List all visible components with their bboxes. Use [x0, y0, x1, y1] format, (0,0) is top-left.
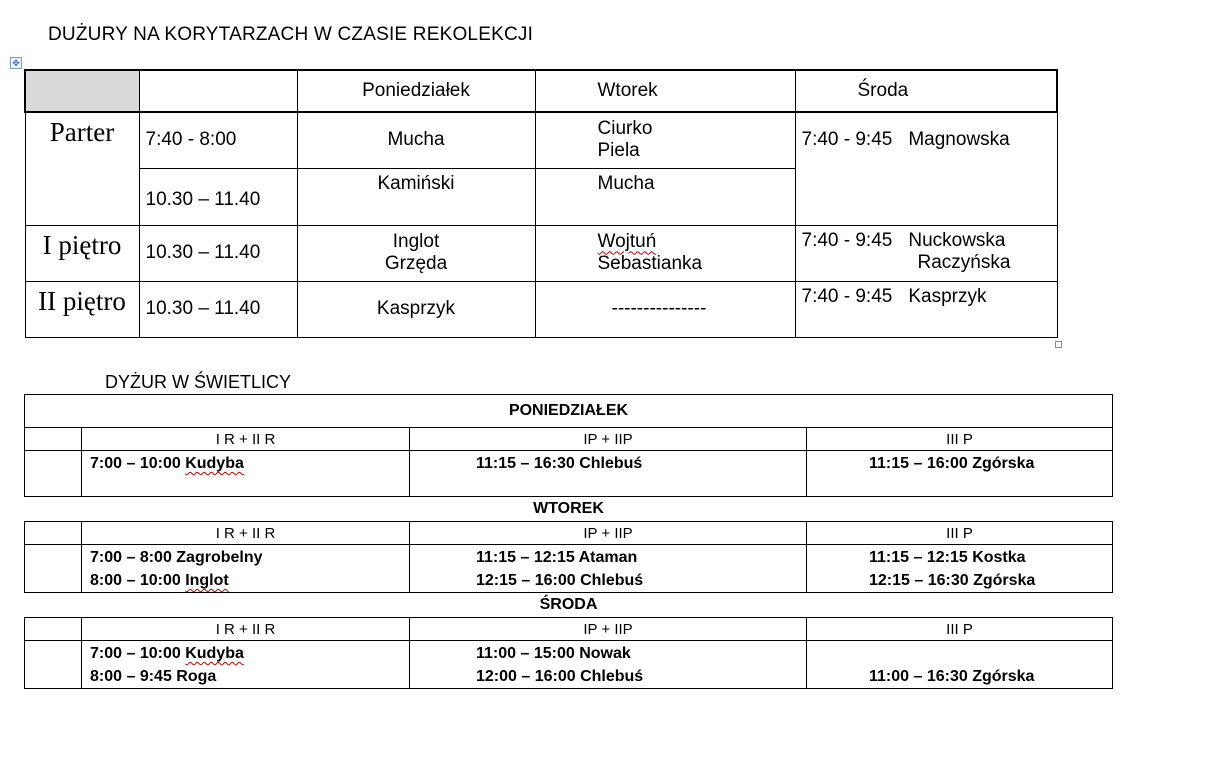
tue-name: Piela	[597, 140, 640, 162]
mon-cell: Kasprzyk	[297, 281, 535, 337]
duty-time: 11:15 – 16:30	[476, 455, 580, 472]
mon-name: Inglot	[392, 231, 440, 253]
duty-name: Roga	[176, 668, 217, 685]
empty-cell	[25, 522, 82, 545]
duty-cell	[82, 641, 410, 689]
table-row	[25, 618, 1113, 641]
duty-time: 7:00 – 10:00	[90, 645, 186, 662]
duty-name: Chlebuś	[579, 455, 643, 472]
duty-time: 8:00 – 9:45	[90, 668, 177, 685]
wed-name: Nuckowska	[908, 229, 1006, 251]
duty-time: 11:00 – 15:00	[476, 645, 580, 662]
duty-time: 11:00 – 16:30	[869, 668, 973, 685]
duty-cell	[807, 545, 1113, 593]
duty-name: Inglot	[185, 572, 229, 589]
duty-time: 7:00 – 8:00	[90, 549, 177, 566]
duty-cell	[807, 451, 1113, 497]
duty-cell	[410, 545, 807, 593]
time-cell: 10.30 – 11.40	[139, 225, 297, 281]
mon-cell: Mucha	[297, 112, 535, 168]
wed-cell	[795, 112, 1057, 225]
wed-cell	[795, 225, 1057, 281]
table-row	[25, 225, 1057, 281]
table-row	[25, 497, 1113, 522]
page-title: DUŻURY NA KORYTARZACH W CZASIE REKOLEKCJI	[48, 24, 534, 45]
empty-cell	[25, 428, 82, 451]
empty-cell	[25, 618, 82, 641]
floor-label: Parter	[25, 112, 139, 225]
tue-cell	[535, 112, 795, 168]
table-row	[25, 451, 1113, 497]
table-row	[25, 545, 1113, 593]
mon-cell: Kamiński	[297, 168, 535, 225]
duty-cell	[82, 545, 410, 593]
tue-name: Mucha	[597, 172, 655, 194]
resize-handle-icon[interactable]	[1055, 341, 1062, 348]
duty-name: Zgórska	[973, 572, 1036, 589]
group-label: IP + IIP	[410, 618, 807, 641]
duty-name: Kudyba	[185, 645, 244, 662]
duty-time: 12:15 – 16:30	[869, 572, 974, 589]
duty-time: 11:15 – 12:15	[869, 549, 973, 566]
duty-time: 8:00 – 10:00	[90, 572, 186, 589]
group-label: IP + IIP	[410, 428, 807, 451]
empty-cell	[25, 641, 82, 689]
section-title: DYŻUR W ŚWIETLICY	[105, 372, 292, 392]
time-cell: 10.30 – 11.40	[139, 281, 297, 337]
tue-cell: ---------------	[535, 281, 795, 337]
table-row	[25, 395, 1113, 428]
duty-time: 12:00 – 16:00	[476, 668, 581, 685]
table-row	[25, 112, 1057, 168]
day-heading: PONIEDZIAŁEK	[25, 395, 1113, 428]
wed-cell	[795, 281, 1057, 337]
duty-time: 11:15 – 16:00	[869, 455, 973, 472]
duty-cell	[410, 641, 807, 689]
tue-name: Sebastianka	[597, 253, 703, 275]
wed-name: Kasprzyk	[908, 285, 987, 307]
time-cell: 7:40 - 8:00	[139, 112, 297, 168]
duty-cell	[410, 451, 807, 497]
duty-name: Ataman	[578, 549, 638, 566]
empty-cell	[25, 545, 82, 593]
wed-time: 7:40 - 9:45	[801, 229, 893, 251]
group-label: III P	[807, 428, 1113, 451]
duty-name: Chlebuś	[580, 668, 644, 685]
group-label: I R + II R	[82, 618, 410, 641]
mon-name: Grzęda	[384, 253, 448, 275]
group-label: III P	[807, 618, 1113, 641]
header-corner-cell	[25, 70, 139, 112]
header-day-wed: Środa	[795, 70, 1057, 112]
tue-cell	[535, 225, 795, 281]
duty-name: Chlebuś	[580, 572, 644, 589]
table-header-row	[25, 70, 1057, 112]
move-handle-icon[interactable]: ✥	[10, 57, 22, 69]
duty-name: Zagrobelny	[176, 549, 263, 566]
wed-name: Magnowska	[908, 129, 1010, 151]
empty-cell	[25, 451, 82, 497]
floor-label: I piętro	[25, 225, 139, 281]
table-row	[25, 522, 1113, 545]
tue-cell	[535, 168, 795, 225]
duty-name: Kudyba	[185, 455, 244, 472]
table-row	[25, 641, 1113, 689]
duty-name: Kostka	[972, 549, 1026, 566]
time-cell: 10.30 – 11.40	[139, 168, 297, 225]
day-heading: ŚRODA	[25, 593, 1113, 618]
duty-cell	[82, 451, 410, 497]
table-row	[25, 593, 1113, 618]
group-label: I R + II R	[82, 522, 410, 545]
wed-time: 7:40 - 9:45	[801, 285, 893, 307]
group-label: IP + IIP	[410, 522, 807, 545]
tue-name: Wojtuń	[597, 231, 657, 253]
duty-time: 12:15 – 16:00	[476, 572, 581, 589]
duty-name: Nowak	[579, 645, 631, 662]
duty-name: Zgórska	[972, 668, 1035, 685]
corridor-duty-table	[24, 69, 1058, 338]
duty-cell	[807, 641, 1113, 689]
header-day-tue: Wtorek	[535, 70, 795, 112]
header-day-mon: Poniedziałek	[297, 70, 535, 112]
header-time-cell	[139, 70, 297, 112]
table-row	[25, 281, 1057, 337]
duty-time: 7:00 – 10:00	[90, 455, 186, 472]
tue-name: Ciurko	[597, 118, 653, 140]
group-label: III P	[807, 522, 1113, 545]
day-heading: WTOREK	[25, 497, 1113, 522]
duty-name: Zgórska	[972, 455, 1035, 472]
group-label: I R + II R	[82, 428, 410, 451]
floor-label: II piętro	[25, 281, 139, 337]
mon-cell	[297, 225, 535, 281]
table-row	[25, 428, 1113, 451]
duty-time: 11:15 – 12:15	[476, 549, 579, 566]
wed-time: 7:40 - 9:45	[801, 129, 893, 151]
common-room-table	[24, 394, 1113, 689]
wed-name: Raczyńska	[917, 251, 1011, 273]
